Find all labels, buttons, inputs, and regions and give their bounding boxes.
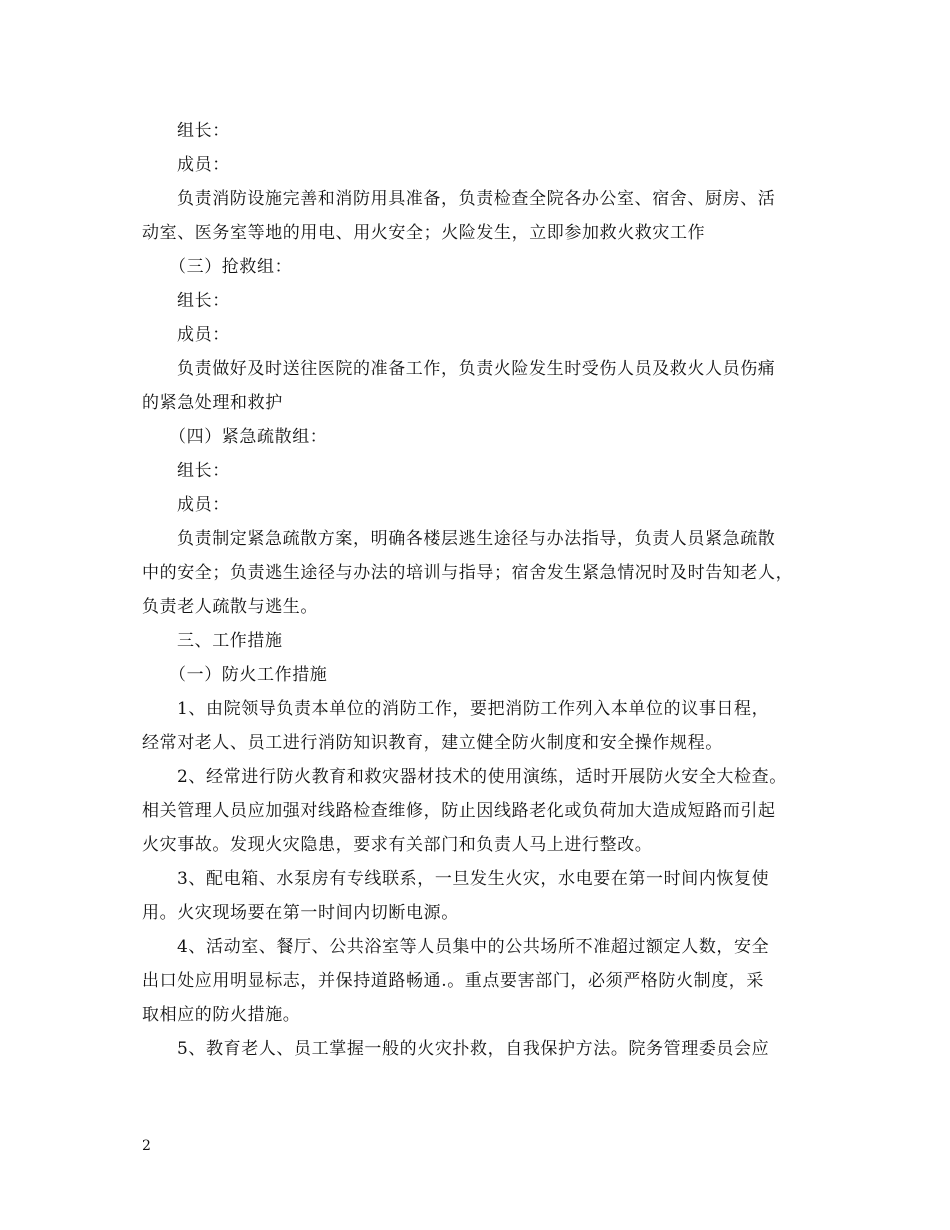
- text-line: 三、工作措施: [177, 631, 283, 651]
- page-number: 2: [142, 1138, 151, 1154]
- text-line: 负责消防设施完善和消防用具准备，负责检查全院各办公室、宿舍、厨房、活: [177, 189, 776, 209]
- text-line: 组长：: [177, 291, 230, 311]
- text-line: 经常对老人、员工进行消防知识教育，建立健全防火制度和安全操作规程。: [142, 733, 723, 753]
- text-line: 的紧急处理和救护: [142, 393, 283, 413]
- text-line: 出口处应用明显标志，并保持道路畅通.。重点要害部门，必须严格防火制度，采: [142, 971, 765, 991]
- text-line: 用。火灾现场要在第一时间内切断电源。: [142, 903, 459, 923]
- text-line: 火灾事故。发现火灾隐患，要求有关部门和负责人马上进行整改。: [142, 835, 653, 855]
- text-line: 1、由院领导负责本单位的消防工作，要把消防工作列入本单位的议事日程，: [177, 699, 770, 719]
- text-line: 中的安全；负责逃生途径与办法的培训与指导；宿舍发生紧急情况时及时告知老人，: [142, 563, 794, 583]
- text-line: 4、活动室、餐厅、公共浴室等人员集中的公共场所不准超过额定人数，安全: [177, 937, 770, 957]
- text-line: 成员：: [177, 155, 230, 175]
- text-line: 负责老人疏散与逃生。: [142, 597, 318, 617]
- text-line: 组长：: [177, 461, 230, 481]
- text-line: （三）抢救组：: [169, 257, 293, 277]
- text-line: 相关管理人员应加强对线路检查维修，防止因线路老化或负荷加大造成短路而引起: [142, 801, 776, 821]
- document-body: [142, 114, 812, 1066]
- text-line: 2、经常进行防火教育和救灾器材技术的使用演练，适时开展防火安全大检查。: [177, 767, 787, 787]
- text-line: 动室、医务室等地的用电、用火安全；火险发生，立即参加救火救灾工作: [142, 223, 706, 243]
- text-line: 5、教育老人、员工掌握一般的火灾扑救，自我保护方法。院务管理委员会应: [177, 1039, 770, 1059]
- text-line: 组长：: [177, 121, 230, 141]
- text-line: 3、配电箱、水泵房有专线联系，一旦发生火灾，水电要在第一时间内恢复使: [177, 869, 770, 889]
- text-line: （一）防火工作措施: [169, 665, 328, 685]
- text-line: （四）紧急疏散组：: [169, 427, 328, 447]
- text-line: 取相应的防火措施。: [142, 1005, 301, 1025]
- text-line: 负责做好及时送往医院的准备工作，负责火险发生时受伤人员及救火人员伤痛: [177, 359, 776, 379]
- text-line: 负责制定紧急疏散方案，明确各楼层逃生途径与办法指导，负责人员紧急疏散: [177, 529, 776, 549]
- text-line: 成员：: [177, 495, 230, 515]
- text-line: 成员：: [177, 325, 230, 345]
